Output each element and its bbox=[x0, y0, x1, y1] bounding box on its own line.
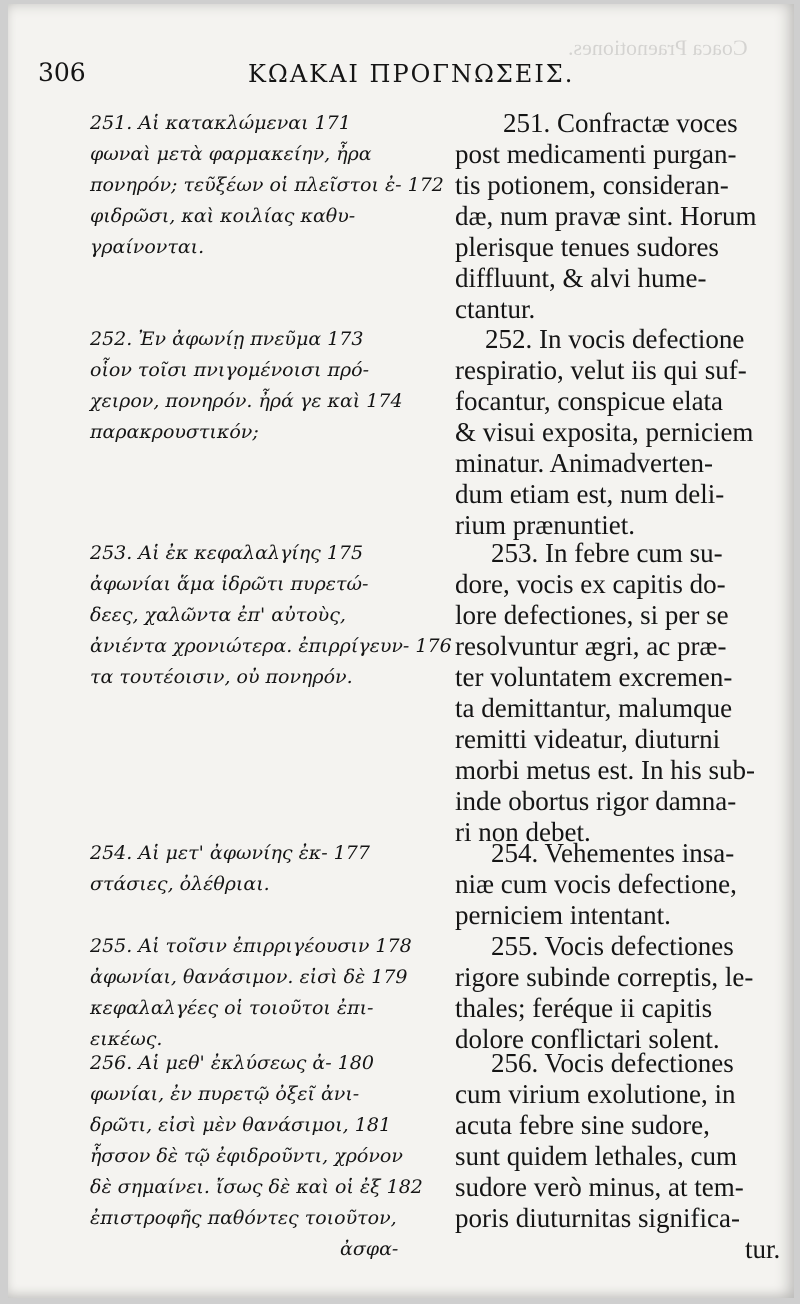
latin-line: remitti videatur, diuturni bbox=[455, 724, 721, 754]
latin-entry-255 bbox=[455, 931, 791, 1055]
running-head: ΚΩΑΚΑΙ ΠΡΟΓΝΩΣΕΙΣ. bbox=[248, 60, 575, 88]
latin-line: 252. In vocis defectione bbox=[485, 324, 745, 354]
latin-line: 256. Vocis defectiones bbox=[491, 1048, 734, 1078]
latin-line: tis potionem, consideran- bbox=[455, 170, 729, 200]
greek-line: κεφαλαλγέες οἱ τοιοῦτοι ἐπι- bbox=[90, 997, 374, 1019]
latin-line: poris diuturnitas significa- bbox=[455, 1203, 740, 1233]
greek-entry-256 bbox=[90, 1048, 470, 1265]
latin-line: ter voluntatem excremen- bbox=[455, 662, 733, 692]
latin-line: 255. Vocis defectiones bbox=[491, 931, 734, 961]
latin-line: 253. In febre cum su- bbox=[491, 538, 723, 568]
latin-line: tur. bbox=[745, 1234, 781, 1264]
greek-line: ἧσσον δὲ τῷ ἐφιδροῦντι, χρόνον bbox=[90, 1145, 403, 1167]
latin-line: rium prænuntiet. bbox=[455, 510, 635, 540]
greek-entry-251 bbox=[90, 108, 470, 263]
latin-line: ri non debet. bbox=[455, 817, 591, 847]
latin-line: cum virium exolutione, in bbox=[455, 1079, 736, 1109]
latin-entry-252 bbox=[455, 324, 791, 541]
greek-line: ἀφωνίαι ἅμα ἱδρῶτι πυρετώ- bbox=[90, 573, 369, 595]
latin-entry-254 bbox=[455, 838, 791, 931]
latin-line: perniciem intentant. bbox=[455, 900, 671, 930]
latin-line: dolore conflictari solent. bbox=[455, 1024, 720, 1054]
greek-line: ἀφωνίαι, θανάσιμον. εἰσὶ δὲ 179 bbox=[90, 966, 408, 988]
greek-line: 254. Αἱ μετ' ἀφωνίης ἐκ- 177 bbox=[90, 842, 370, 864]
latin-line: ctantur. bbox=[455, 294, 536, 324]
book-page bbox=[8, 4, 794, 1298]
bleed-through-header: Coaca Praenotiones. bbox=[568, 35, 748, 60]
greek-entry-252 bbox=[90, 324, 470, 448]
latin-line: morbi metus est. In his sub- bbox=[455, 755, 755, 785]
latin-line: inde obortus rigor damna- bbox=[455, 786, 737, 816]
greek-line: ἀνιέντα χρονιώτερα. ἐπιρρίγευν- 176 bbox=[90, 635, 452, 657]
greek-line: τα τουτέοισιν, οὐ πονηρόν. bbox=[90, 666, 353, 688]
latin-line: dæ, num pravæ sint. Horum bbox=[455, 201, 757, 231]
latin-line: dore, vocis ex capitis do- bbox=[455, 569, 726, 599]
greek-line: εικέως. bbox=[90, 1028, 163, 1050]
greek-line: δρῶτι, εἰσὶ μὲν θανάσιμοι, 181 bbox=[90, 1114, 392, 1136]
latin-line: minatur. Animadverten- bbox=[455, 448, 713, 478]
latin-line: acuta febre sine sudore, bbox=[455, 1110, 710, 1140]
greek-line: γραίνονται. bbox=[90, 236, 205, 258]
latin-line: sudore verò minus, at tem- bbox=[455, 1172, 744, 1202]
greek-line: 252. Ἐν ἀφωνίῃ πνεῦμα 173 bbox=[90, 328, 364, 350]
greek-entry-253 bbox=[90, 538, 470, 693]
greek-line: 253. Αἱ ἐκ κεφαλαλγίης 175 bbox=[90, 542, 364, 564]
greek-line: 256. Αἱ μεθ' ἐκλύσεως ἀ- 180 bbox=[90, 1052, 374, 1074]
greek-line: οἷον τοῖσι πνιγομένοισι πρό- bbox=[90, 359, 370, 381]
greek-line: φωναὶ μετὰ φαρμακείην, ἦρα bbox=[90, 143, 372, 165]
latin-entry-251 bbox=[455, 108, 791, 325]
greek-line: 251. Αἱ κατακλώμεναι 171 bbox=[90, 112, 351, 134]
greek-entry-255 bbox=[90, 931, 470, 1055]
latin-line: niæ cum vocis defectione, bbox=[455, 869, 737, 899]
greek-line: ἀσφα- bbox=[340, 1238, 399, 1260]
latin-line: resolvuntur ægri, ac præ- bbox=[455, 631, 727, 661]
latin-line: rigore subinde correptis, le- bbox=[455, 962, 754, 992]
greek-line: 255. Αἱ τοῖσιν ἐπιρριγέουσιν 178 bbox=[90, 935, 412, 957]
page-number: 306 bbox=[38, 58, 86, 87]
greek-line: ἐπιστροφῆς παθόντες τοιοῦτον, bbox=[90, 1207, 397, 1229]
latin-line: diffluunt, & alvi hume- bbox=[455, 263, 707, 293]
greek-line: δεες, χαλῶντα ἐπ' αὐτοὺς, bbox=[90, 604, 346, 626]
greek-line: φωνίαι, ἐν πυρετῷ ὀξεῖ ἀνι- bbox=[90, 1083, 360, 1105]
greek-line: πονηρόν; τεῦξέων οἱ πλεῖστοι ἐ- 172 bbox=[90, 174, 444, 196]
latin-entry-256 bbox=[455, 1048, 791, 1265]
latin-line: lore defectiones, si per se bbox=[455, 600, 729, 630]
greek-line: χειρον, πονηρόν. ἦρά γε καὶ 174 bbox=[90, 390, 403, 412]
latin-line: post medicamenti purgan- bbox=[455, 139, 737, 169]
latin-line: 251. Confractæ voces bbox=[503, 108, 738, 138]
greek-line: στάσιες, ὀλέθριαι. bbox=[90, 873, 270, 895]
greek-line: παρακρουστικόν; bbox=[90, 421, 259, 443]
latin-line: & visui exposita, perniciem bbox=[455, 417, 754, 447]
greek-line: φιδρῶσι, καὶ κοιλίας καθυ- bbox=[90, 205, 356, 227]
latin-line: thales; feréque ii capitis bbox=[455, 993, 713, 1023]
latin-line: sunt quidem lethales, cum bbox=[455, 1141, 737, 1171]
greek-line: δὲ σημαίνει. ἴσως δὲ καὶ οἱ ἐξ 182 bbox=[90, 1176, 423, 1198]
latin-entry-253 bbox=[455, 538, 791, 848]
latin-line: focantur, conspicue elata bbox=[455, 386, 724, 416]
latin-line: ta demittantur, malumque bbox=[455, 693, 733, 723]
latin-line: plerisque tenues sudores bbox=[455, 232, 719, 262]
latin-line: dum etiam est, num deli- bbox=[455, 479, 725, 509]
latin-line: respiratio, velut iis qui suf- bbox=[455, 355, 747, 385]
greek-entry-254 bbox=[90, 838, 470, 900]
latin-line: 254. Vehementes insa- bbox=[491, 838, 735, 868]
